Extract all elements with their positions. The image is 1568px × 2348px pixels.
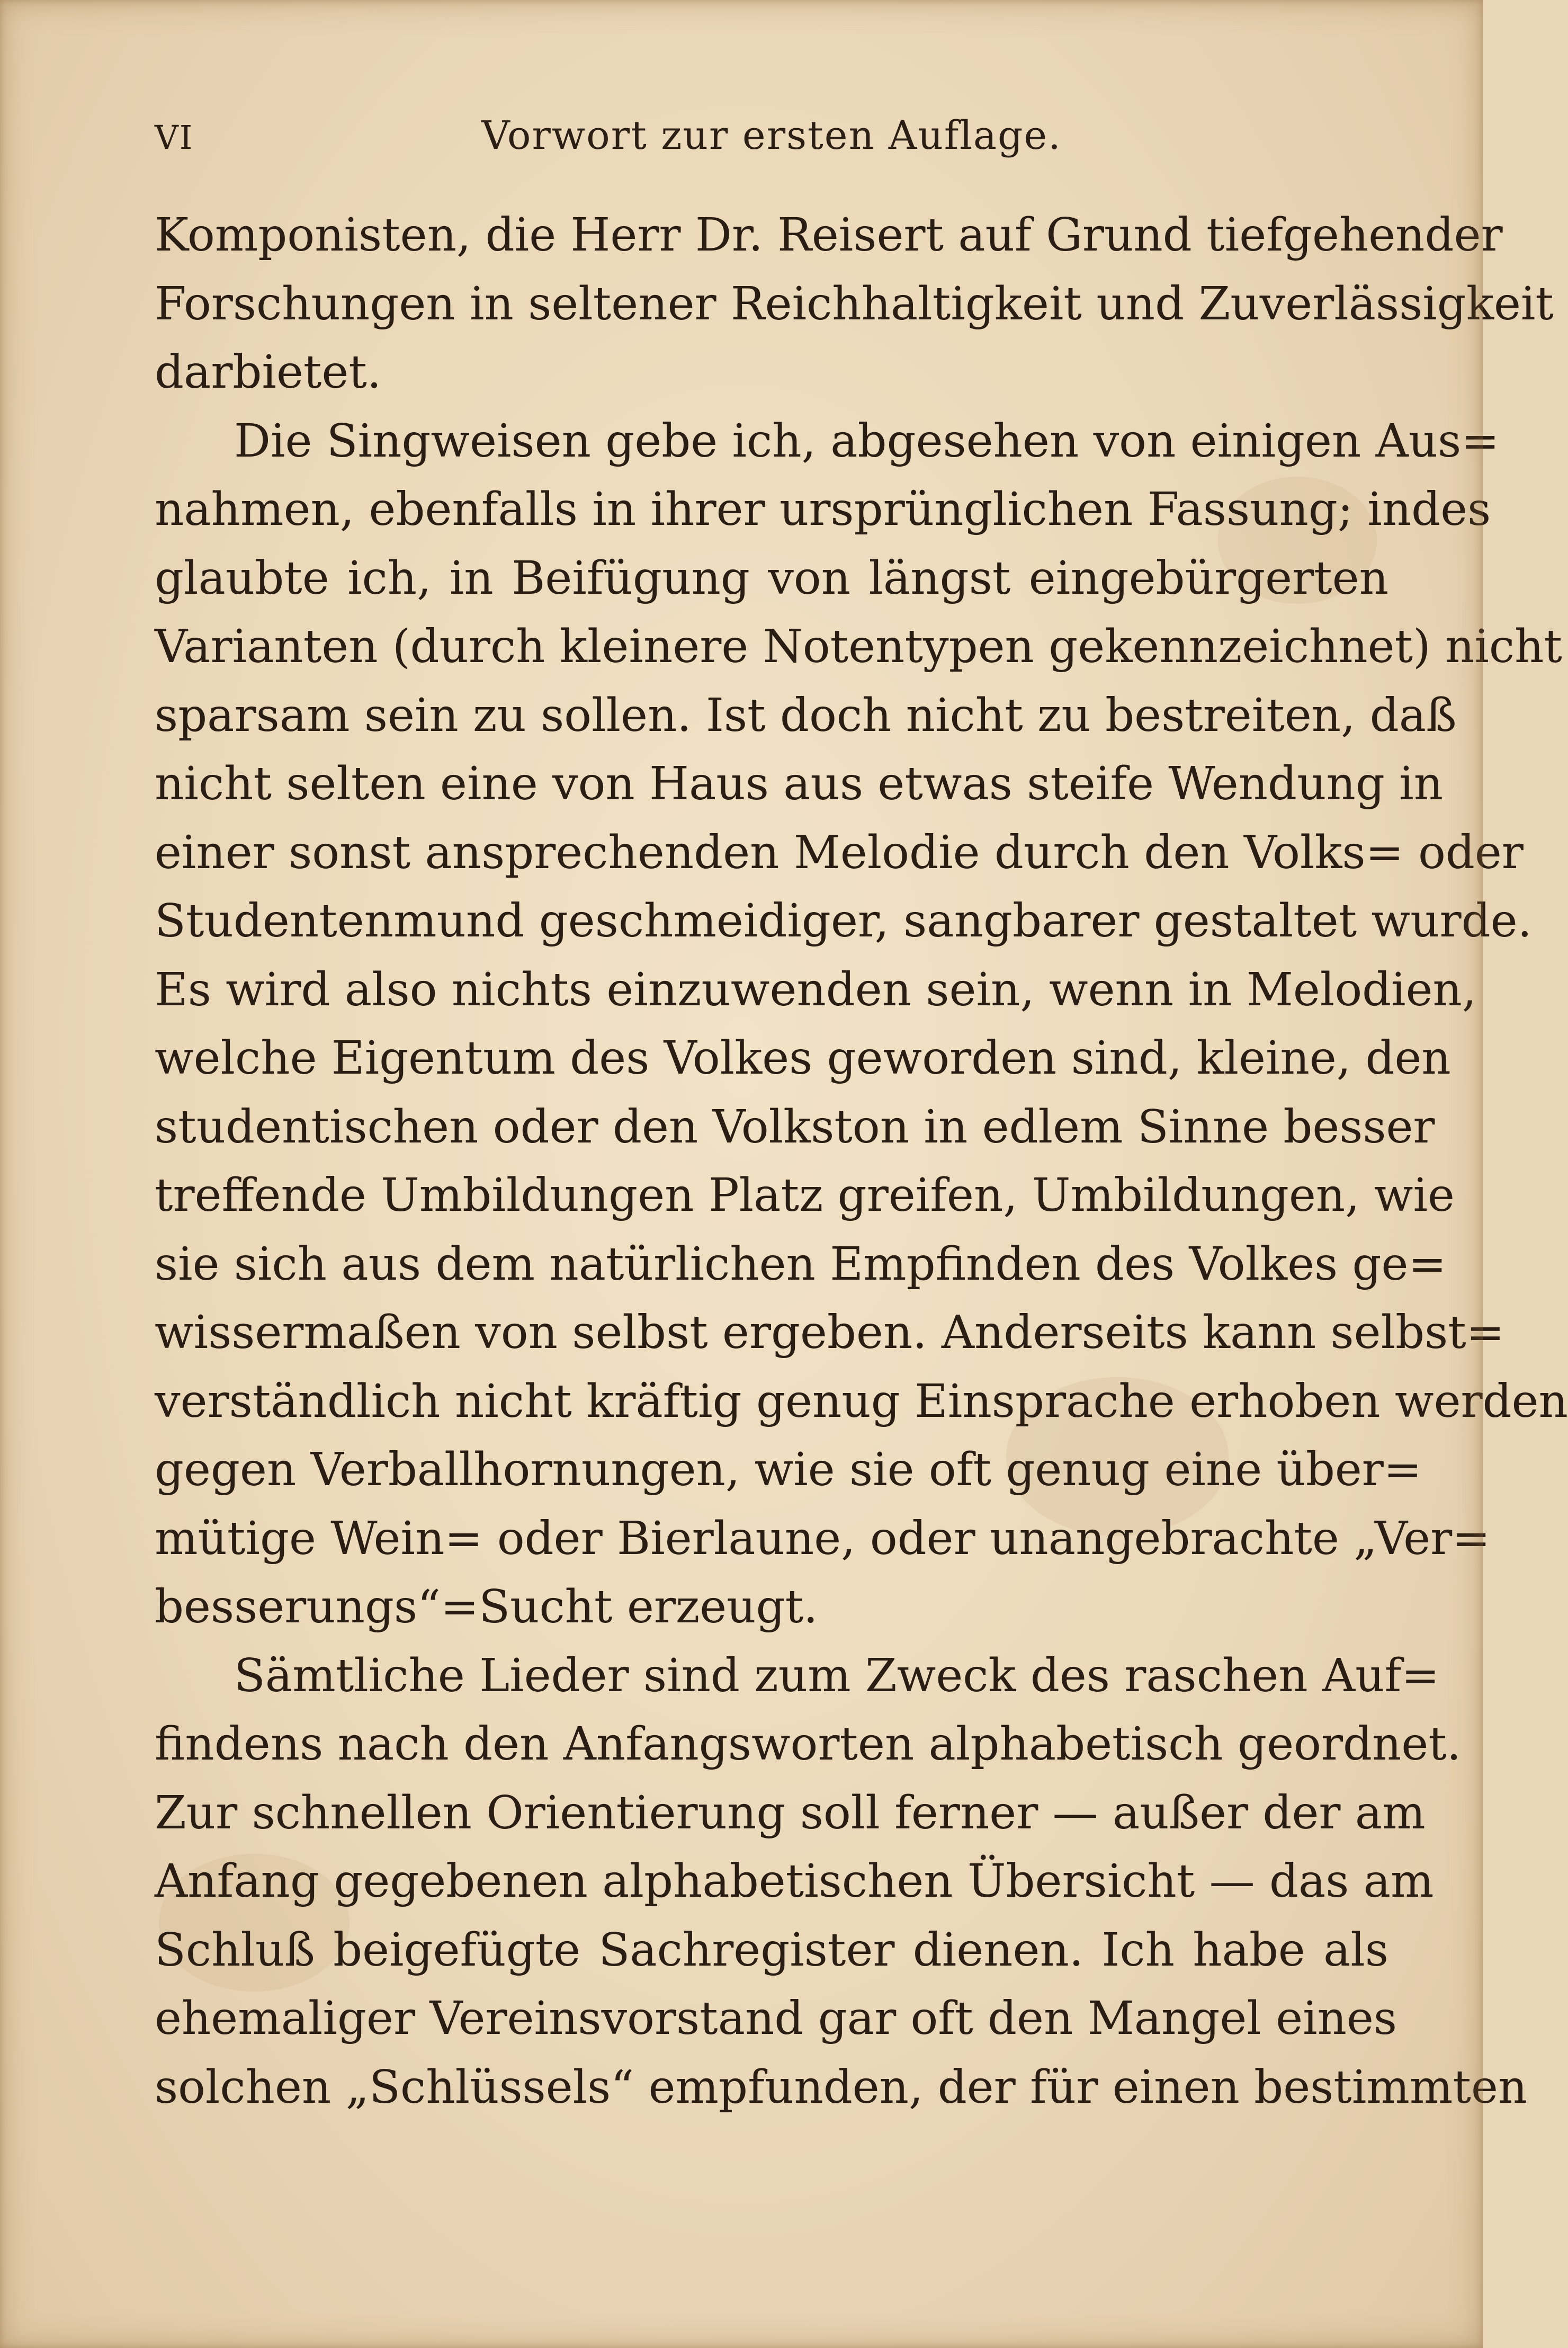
text-line: sparsam sein zu sollen. Ist doch nicht zu bestreiten, daß (155, 689, 1457, 742)
text-line: Studentenmund geschmeidiger, sangbarer gestaltet wurde. (155, 895, 1532, 948)
text-line: verständlich nicht kräftig genug Einsprache erhoben werden (155, 1374, 1568, 1428)
text-line: nicht selten eine von Haus aus etwas steife Wendung in (155, 757, 1444, 810)
text-line: darbietet. (155, 346, 382, 399)
text-line: findens nach den Anfangsworten alphabetisch geordnet. (155, 1718, 1462, 1771)
text-line: Zur schnellen Orientierung soll ferner — außer der am (155, 1786, 1426, 1840)
page-header-title: Vorwort zur ersten Auflage. (481, 113, 1062, 158)
text-line: treffende Umbildungen Platz greifen, Umbildungen, wie (155, 1169, 1455, 1222)
text-line: Sämtliche Lieder sind zum Zweck des raschen Auf= (234, 1649, 1440, 1702)
text-line: studentischen oder den Volkston in edlem Sinne besser (155, 1100, 1435, 1154)
text-line: gegen Verballhornungen, wie sie oft genug eine über= (155, 1443, 1422, 1496)
text-line: mütige Wein= oder Bierlaune, oder unangebrachte „Ver= (155, 1512, 1491, 1565)
text-line: Forschungen in seltener Reichhaltigkeit und Zuverlässigkeit (155, 277, 1554, 331)
text-line: Komponisten, die Herr Dr. Reisert auf Grund tiefgehender (155, 209, 1503, 262)
text-line: einer sonst ansprechenden Melodie durch den Volks= oder (155, 826, 1524, 879)
text-line: Die Singweisen gebe ich, abgesehen von einigen Aus= (234, 414, 1500, 468)
text-line: nahmen, ebenfalls in ihrer ursprünglichen Fassung; indes (155, 483, 1491, 536)
body-text (155, 201, 1568, 2122)
text-line: wissermaßen von selbst ergeben. Anderseits kann selbst= (155, 1306, 1504, 1359)
text-line: sie sich aus dem natürlichen Empfinden des Volkes ge= (155, 1237, 1447, 1291)
text-line: ehemaliger Vereinsvorstand gar oft den Mangel eines (155, 1992, 1397, 2045)
text-line: Es wird also nichts einzuwenden sein, wenn in Melodien, (155, 963, 1477, 1016)
text-line: solchen „Schlüssels“ empfunden, der für einen bestimmten (155, 2060, 1528, 2114)
text-line: Schluß beigefügte Sachregister dienen. Ich habe als (155, 1923, 1388, 1977)
text-line: besserungs“=Sucht erzeugt. (155, 1581, 818, 1633)
text-line: Anfang gegebenen alphabetischen Übersicht — das am (155, 1855, 1434, 1908)
text-line: Varianten (durch kleinere Notentypen gekennzeichnet) nicht (155, 620, 1562, 673)
running-head (155, 109, 1388, 167)
page-number: VI (155, 118, 194, 157)
text-line: welche Eigentum des Volkes geworden sind, kleine, den (155, 1032, 1451, 1085)
text-line: glaubte ich, in Beifügung von längst eingebürgerten (155, 551, 1388, 605)
